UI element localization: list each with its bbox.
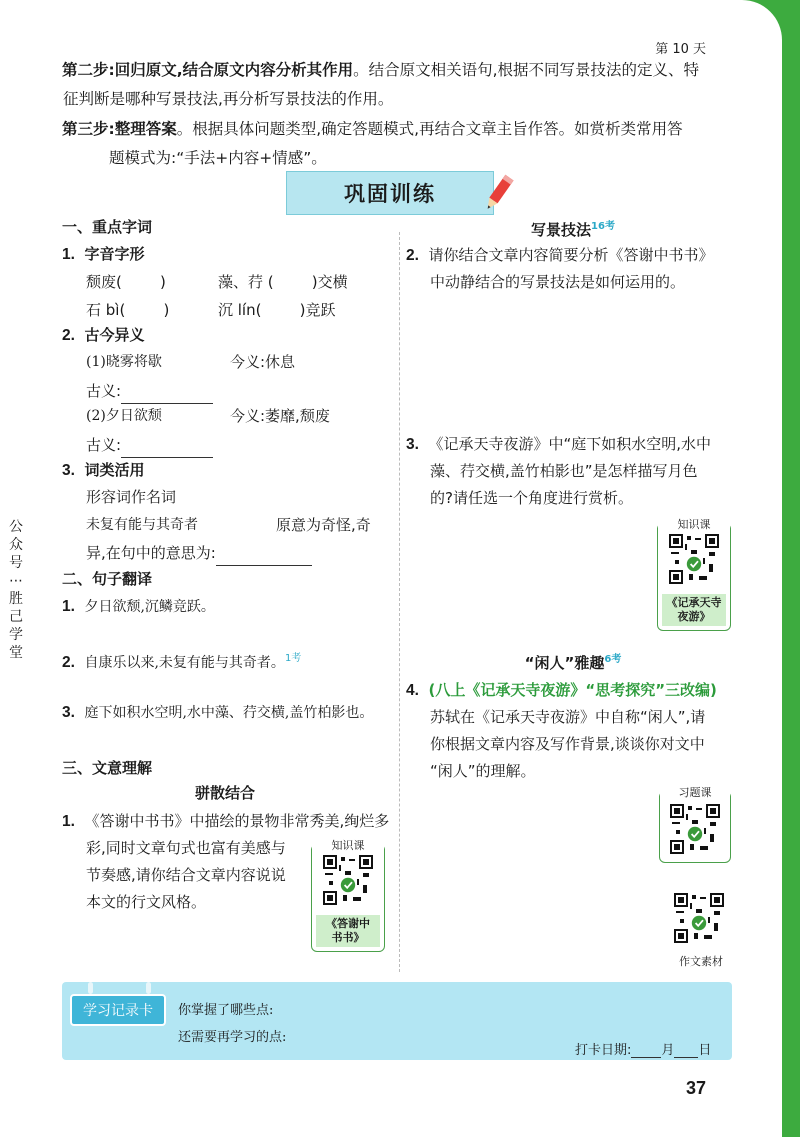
card-tab: 学习记录卡 (70, 994, 166, 1026)
question-number: 1. (62, 813, 75, 830)
right-q2-line2: 中动静结合的写景技法是如何运用的。 (430, 273, 686, 291)
subsection-title: 写景技法 (531, 221, 592, 239)
question-text: 请你结合文章内容简要分析《答谢中书书》 (428, 246, 714, 264)
day-label-unit: 日 (698, 1043, 712, 1058)
step-heading: 回归原文,结合原文内容分析其作用 (114, 61, 354, 79)
part2-heading: 二、句子翻译 (62, 570, 153, 588)
q1-row2b: 沉 lín( )竞跃 (218, 301, 336, 319)
pin-icon (88, 982, 93, 994)
question-number: 1. (62, 598, 75, 615)
sidebar-vertical-text (8, 518, 24, 662)
question-title: 词类活用 (84, 461, 145, 479)
translate-3 (62, 699, 373, 726)
check-in-date (575, 1039, 711, 1058)
qr-code-icon (670, 804, 720, 854)
column-divider (399, 232, 400, 972)
q2-item-b-now: 今义:萎靡,颓废 (230, 407, 330, 425)
exam-count: 6考 (604, 654, 622, 665)
q2-item-b: (2)夕日欲颓 (86, 408, 162, 424)
month-label: 月 (661, 1043, 675, 1058)
qr-code-icon (323, 855, 373, 905)
qr-card-exercise[interactable] (659, 786, 731, 863)
classical-sentence: 自康乐以来,未复有能与其奇者。 (84, 655, 285, 671)
question-title: 古今异义 (84, 326, 145, 344)
understand-1-line4: 本文的行文风格。 (86, 893, 207, 911)
classical-sentence: 庭下如积水空明,水中藻、荇交横,盖竹柏影也。 (84, 705, 374, 721)
qr-caption: 知识课 (658, 516, 730, 532)
q2-item-a-old (86, 378, 213, 404)
right-q4-source (406, 677, 717, 704)
qr-tag-line: 《记承天寺 (666, 596, 722, 609)
question-text: 《答谢中书书》中描绘的景物非常秀美,绚烂多 (84, 812, 390, 830)
step-3 (62, 115, 748, 173)
qr-tag-line: 书书》 (331, 931, 365, 944)
translate-1 (62, 593, 215, 620)
q2-item-b-old (86, 432, 213, 458)
day-label: 第 10 天 (655, 42, 706, 57)
understand-1-line1 (62, 808, 389, 835)
qr-tag-line: 夜游》 (677, 610, 711, 623)
answer-blank[interactable] (121, 387, 213, 404)
sidebar-char: 公 (9, 519, 23, 535)
label: 异,在句中的意思为: (86, 544, 216, 562)
q2-heading (62, 322, 145, 349)
card-line-review[interactable]: 还需要再学习的点: (178, 1030, 287, 1045)
question-number: 3. (62, 462, 75, 479)
day-blank[interactable] (674, 1044, 698, 1058)
sidebar-char: 学 (9, 627, 23, 643)
q3-heading (62, 457, 145, 484)
right-q4-line1: 苏轼在《记承天寺夜游》中自称“闲人”,请 (430, 708, 706, 726)
part3-heading: 三、文意理解 (62, 759, 153, 777)
card-line-mastered[interactable]: 你掌握了哪些点: (178, 1003, 274, 1018)
pencil-icon (482, 172, 514, 216)
step-label: 第三步: (62, 120, 115, 138)
right-q3-line2: 藻、荇交横,盖竹柏影也”是怎样描写月色 (430, 462, 698, 480)
sidebar-char: 堂 (9, 645, 23, 661)
exam-count: 16考 (591, 221, 615, 232)
question-source: (八上《记承天寺夜游》“思考探究”三改编) (428, 681, 717, 699)
q1-row1b: 藻、荇 ( )交横 (218, 273, 348, 291)
q3-line2a: 未复有能与其奇者 (86, 517, 198, 533)
q2-item-a: (1)晓雾将歇 (86, 354, 162, 370)
question-text: 《记承天寺夜游》中“庭下如积水空明,水中 (428, 435, 712, 453)
question-number: 3. (406, 436, 419, 453)
sidebar-char: 号 (9, 555, 23, 571)
subsection-title: 骈散结合 (194, 784, 255, 802)
translate-2 (62, 646, 301, 676)
understand-1-line3: 节奏感,请你结合文章内容说说 (86, 866, 286, 884)
question-number: 2. (62, 654, 75, 671)
step-label: 第二步: (62, 61, 115, 79)
label: 古义: (86, 382, 122, 400)
right-subsection-1 (410, 217, 736, 240)
understand-1-line2: 彩,同时文章句式也富有美感与 (86, 839, 286, 857)
part1-heading: 一、重点字词 (62, 218, 153, 236)
right-q2-line1 (406, 242, 714, 269)
step-text-cont: 题模式为:“手法+内容+情感”。 (109, 149, 327, 167)
step-text: 。结合原文相关语句,根据不同写景技法的定义、特 (353, 61, 700, 79)
question-title: 字音字形 (84, 245, 145, 263)
month-blank[interactable] (631, 1044, 661, 1058)
sidebar-char: 众 (9, 537, 23, 553)
question-number: 2. (406, 247, 419, 264)
qr-tag (662, 594, 726, 626)
right-subsection-2 (410, 650, 736, 673)
qr-code-icon (674, 893, 724, 943)
q1-row2a: 石 bì( ) (86, 301, 170, 319)
right-q3-line1 (406, 431, 711, 458)
question-number: 1. (62, 246, 75, 263)
qr-caption: 知识课 (312, 837, 384, 853)
qr-code-icon (669, 534, 719, 584)
question-number: 2. (62, 327, 75, 344)
pin-icon (146, 982, 151, 994)
page-number: 37 (685, 1078, 706, 1098)
answer-blank[interactable] (216, 549, 312, 566)
qr-card-knowledge-1[interactable] (311, 839, 385, 952)
qr-tag-line: 《答谢中 (326, 917, 370, 930)
q3-line1: 形容词作名词 (86, 488, 177, 506)
qr-card-writing[interactable] (670, 893, 732, 971)
qr-tag (316, 915, 380, 947)
qr-caption: 作文素材 (679, 955, 723, 968)
subsection-title: “闲人”雅趣 (524, 654, 605, 672)
q3-line2b: 原意为奇怪,奇 (276, 516, 371, 534)
q3-line3 (86, 540, 312, 566)
exam-count: 1考 (284, 653, 302, 664)
qr-caption: 习题课 (660, 784, 730, 800)
step-heading: 整理答案 (114, 120, 177, 138)
classical-sentence: 夕日欲颓,沉鳞竞跃。 (84, 599, 215, 615)
answer-blank[interactable] (121, 441, 213, 458)
sidebar-char: ⋯ (9, 573, 23, 589)
right-q4-line3: “闲人”的理解。 (430, 762, 536, 780)
q1-row1a: 颓废( ) (86, 273, 166, 291)
step-text: 。根据具体问题类型,确定答题模式,再结合文章主旨作答。如赏析类常用答 (176, 120, 683, 138)
question-number: 3. (62, 704, 75, 721)
date-label: 打卡日期: (575, 1043, 632, 1058)
q2-item-a-now: 今义:休息 (230, 353, 296, 371)
right-q4-line2: 你根据文章内容及写作背景,谈谈你对文中 (430, 735, 705, 753)
label: 古义: (86, 436, 122, 454)
step-text-cont: 征判断是哪种写景技法,再分析写景技法的作用。 (63, 90, 394, 108)
sidebar-char: 胜 (9, 591, 23, 607)
sidebar-char: 己 (9, 609, 23, 625)
qr-card-knowledge-2[interactable] (657, 518, 731, 631)
right-q3-line3: 的?请任选一个角度进行赏析。 (430, 489, 633, 507)
question-number: 4. (406, 682, 419, 699)
section-title: 巩固训练 (286, 171, 494, 215)
q1-heading (62, 241, 145, 268)
step-2 (62, 56, 748, 114)
